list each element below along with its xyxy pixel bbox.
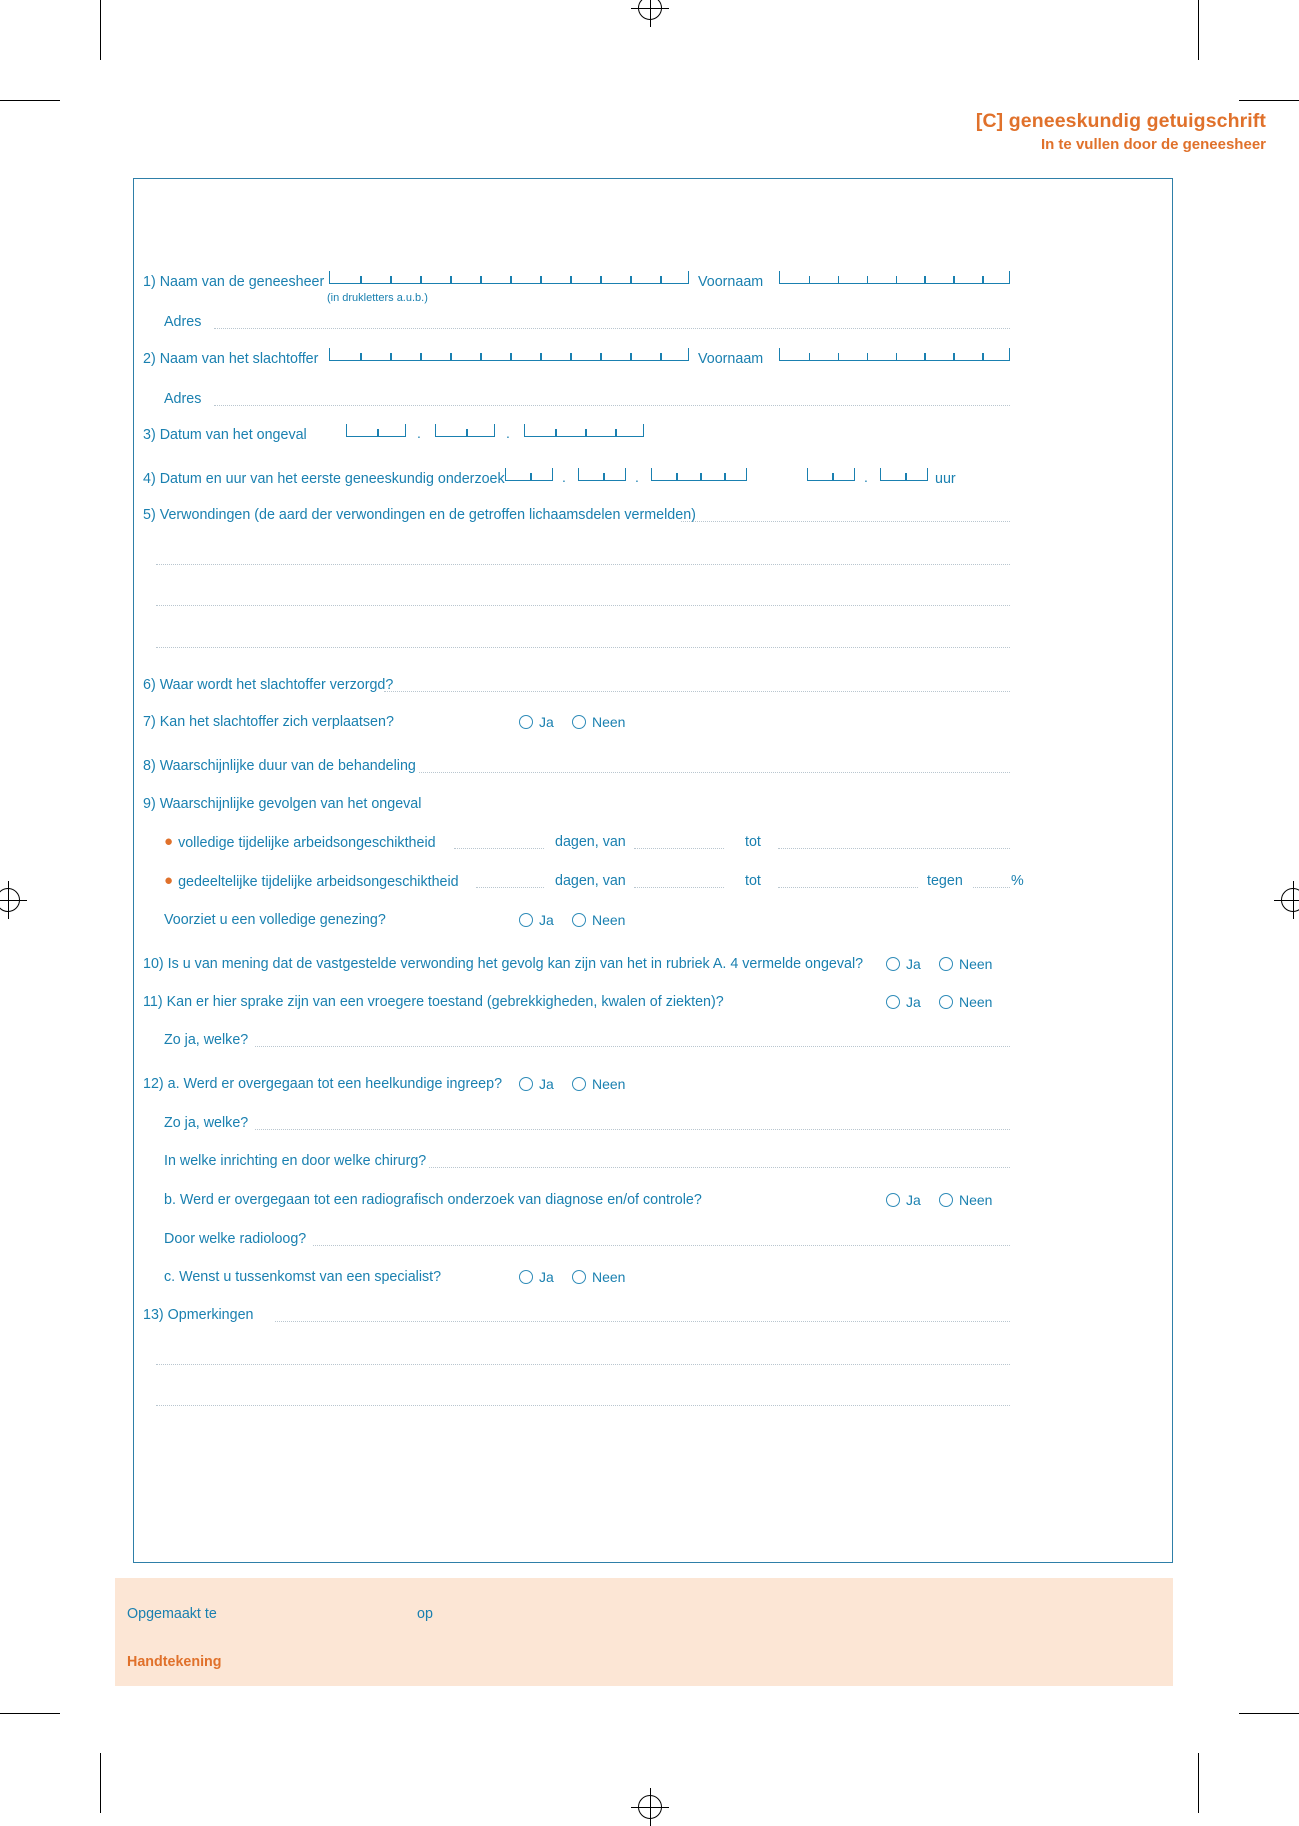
radio-button-icon[interactable] <box>886 1193 900 1207</box>
crop-mark-top-right-h <box>1239 100 1299 101</box>
input-accident-date-year[interactable] <box>524 424 644 437</box>
label-signature: Handtekening <box>127 1654 222 1670</box>
radio-option-full-recovery-yes[interactable]: Ja <box>519 912 554 928</box>
label-full-recovery: Voorziet u een volledige genezing? <box>164 912 386 928</box>
input-accident-date-month[interactable] <box>435 424 495 437</box>
label-treatment-duration: 8) Waarschijnlijke duur van de behandeling <box>143 758 416 774</box>
input-first-exam-day[interactable] <box>505 468 553 481</box>
label-victim-name: 2) Naam van het slachtoffer <box>143 351 319 367</box>
label-remarks: 13) Opmerkingen <box>143 1307 254 1323</box>
radio-option-prior-condition-no[interactable]: Neen <box>939 994 992 1010</box>
input-treatment-duration[interactable] <box>419 772 1010 773</box>
radio-button-icon[interactable] <box>572 715 586 729</box>
document-header <box>0 110 1299 156</box>
input-injuries-line-1[interactable] <box>156 564 1010 565</box>
label-victim-address: Adres <box>164 391 202 407</box>
radio-option-surgery-no[interactable]: Neen <box>572 1076 625 1092</box>
radio-button-icon[interactable] <box>572 913 586 927</box>
input-first-exam-minute[interactable] <box>880 468 928 481</box>
page-title: [C] geneeskundig getuigschrift <box>975 110 1266 132</box>
crop-mark-bottom-right-v <box>1198 1753 1199 1813</box>
input-partial-incapacity-days[interactable] <box>476 887 544 888</box>
label-percent-sign: % <box>1011 873 1024 889</box>
radio-button-icon[interactable] <box>939 957 953 971</box>
exam-date-separator-1: . <box>562 469 566 485</box>
input-partial-incapacity-until[interactable] <box>778 887 918 888</box>
label-radiography: b. Werd er overgegaan tot een radiografisch onderzoek van diagnose en/of controle? <box>164 1192 702 1208</box>
label-hour-unit: uur <box>935 471 956 487</box>
label-injuries: 5) Verwondingen (de aard der verwondingen en de getroffen lichaamsdelen vermelden) <box>143 507 696 523</box>
input-remarks-line-0[interactable] <box>275 1321 1010 1322</box>
radio-button-icon[interactable] <box>519 715 533 729</box>
label-accident-date: 3) Datum van het ongeval <box>143 427 307 443</box>
label-first-exam: 4) Datum en uur van het eerste geneeskundig onderzoek <box>143 471 505 487</box>
radio-option-radiography-no[interactable]: Neen <box>939 1192 992 1208</box>
input-partial-incapacity-from[interactable] <box>634 887 724 888</box>
radio-button-icon[interactable] <box>886 957 900 971</box>
radio-button-icon[interactable] <box>572 1270 586 1284</box>
label-specialist: c. Wenst u tussenkomst van een specialist? <box>164 1269 442 1285</box>
input-full-incapacity-until[interactable] <box>778 848 1010 849</box>
input-first-exam-year[interactable] <box>651 468 747 481</box>
bullet-icon: ● <box>164 872 174 889</box>
date-separator-1: . <box>417 425 421 441</box>
crop-mark-top-left-v <box>100 0 101 60</box>
label-full-incapacity-days-unit: dagen, van <box>555 834 626 850</box>
exam-date-separator-2: . <box>635 469 639 485</box>
radio-option-surgery-yes[interactable]: Ja <box>519 1076 554 1092</box>
time-separator: . <box>864 469 868 485</box>
bullet-icon: ● <box>164 833 174 850</box>
input-accident-date-day[interactable] <box>346 424 406 437</box>
radio-option-full-recovery-no[interactable]: Neen <box>572 912 625 928</box>
registration-mark-left <box>0 888 20 912</box>
label-partial-incapacity-days-unit: dagen, van <box>555 873 626 889</box>
input-prior-condition-detail[interactable] <box>255 1046 1010 1047</box>
label-doctor-firstname: Voornaam <box>698 274 764 290</box>
label-full-incapacity-to: tot <box>745 834 761 850</box>
label-doctor-name: 1) Naam van de geneesheer <box>143 274 325 290</box>
input-remarks-line-2[interactable] <box>156 1405 1010 1406</box>
radio-option-can-move-no[interactable]: Neen <box>572 714 625 730</box>
input-injuries-line-0[interactable] <box>681 521 1010 522</box>
crop-mark-bottom-left-v <box>100 1753 101 1813</box>
label-doctor-address: Adres <box>164 314 202 330</box>
input-first-exam-hour[interactable] <box>807 468 855 481</box>
input-first-exam-month[interactable] <box>578 468 626 481</box>
label-surgery-detail: Zo ja, welke? <box>164 1115 249 1131</box>
radio-button-icon[interactable] <box>939 995 953 1009</box>
radio-option-causal-link-yes[interactable]: Ja <box>886 956 921 972</box>
label-radiologist: Door welke radioloog? <box>164 1231 307 1247</box>
input-surgery-detail[interactable] <box>255 1129 1010 1130</box>
radio-button-icon[interactable] <box>572 1077 586 1091</box>
input-full-incapacity-days[interactable] <box>454 848 544 849</box>
label-partial-incapacity-against: tegen <box>927 873 963 889</box>
radio-option-specialist-no[interactable]: Neen <box>572 1269 625 1285</box>
input-remarks-line-1[interactable] <box>156 1364 1010 1365</box>
radio-option-causal-link-no[interactable]: Neen <box>939 956 992 972</box>
date-separator-2: . <box>506 425 510 441</box>
crop-mark-bottom-right-h <box>1239 1713 1299 1714</box>
radio-button-icon[interactable] <box>519 913 533 927</box>
input-injuries-line-2[interactable] <box>156 605 1010 606</box>
input-victim-firstname[interactable] <box>779 348 1010 361</box>
label-date-on: op <box>417 1606 433 1622</box>
label-care-location: 6) Waar wordt het slachtoffer verzorgd? <box>143 677 394 693</box>
input-radiologist[interactable] <box>313 1245 1010 1246</box>
hint-block-letters: (in drukletters a.u.b.) <box>327 292 428 304</box>
input-injuries-line-3[interactable] <box>156 647 1010 648</box>
label-partial-incapacity: ● gedeeltelijke tijdelijke arbeidsongeschiktheid <box>164 872 459 890</box>
radio-button-icon[interactable] <box>519 1077 533 1091</box>
label-consequences: 9) Waarschijnlijke gevolgen van het ongeval <box>143 796 422 812</box>
input-doctor-address[interactable] <box>214 328 1010 329</box>
input-doctor-firstname[interactable] <box>779 271 1010 284</box>
label-full-incapacity: ● volledige tijdelijke arbeidsongeschiktheid <box>164 833 436 851</box>
radio-button-icon[interactable] <box>939 1193 953 1207</box>
registration-mark-bottom <box>638 1795 662 1819</box>
label-surgery-facility: In welke inrichting en door welke chirurg? <box>164 1153 427 1169</box>
label-causal-link: 10) Is u van mening dat de vastgestelde verwonding het gevolg kan zijn van het in rubriek A. 4 vermelde ongeval? <box>143 956 864 972</box>
input-victim-name[interactable] <box>329 348 689 361</box>
registration-mark-right <box>1281 888 1299 912</box>
registration-mark-top <box>638 0 662 20</box>
form-panel <box>133 178 1173 1563</box>
input-care-location[interactable] <box>384 691 1010 692</box>
label-prior-condition: 11) Kan er hier sprake zijn van een vroegere toestand (gebrekkigheden, kwalen of ziekten)? <box>143 994 724 1010</box>
input-partial-incapacity-pct[interactable] <box>973 887 1010 888</box>
signature-footer <box>115 1578 1173 1686</box>
radio-option-specialist-yes[interactable]: Ja <box>519 1269 554 1285</box>
radio-option-radiography-yes[interactable]: Ja <box>886 1192 921 1208</box>
radio-button-icon[interactable] <box>519 1270 533 1284</box>
label-partial-incapacity-to: tot <box>745 873 761 889</box>
radio-button-icon[interactable] <box>886 995 900 1009</box>
input-victim-address[interactable] <box>214 405 1010 406</box>
radio-option-can-move-yes[interactable]: Ja <box>519 714 554 730</box>
label-surgery: 12) a. Werd er overgegaan tot een heelkundige ingreep? <box>143 1076 503 1092</box>
crop-mark-top-right-v <box>1198 0 1199 60</box>
page-subtitle: In te vullen door de geneesheer <box>1040 136 1266 153</box>
input-doctor-name[interactable] <box>329 271 689 284</box>
label-place: Opgemaakt te <box>127 1606 217 1622</box>
crop-mark-bottom-left-h <box>0 1713 60 1714</box>
label-prior-condition-detail: Zo ja, welke? <box>164 1032 249 1048</box>
label-victim-firstname: Voornaam <box>698 351 764 367</box>
input-surgery-facility[interactable] <box>429 1167 1010 1168</box>
crop-mark-top-left-h <box>0 100 60 101</box>
radio-option-prior-condition-yes[interactable]: Ja <box>886 994 921 1010</box>
label-can-move: 7) Kan het slachtoffer zich verplaatsen? <box>143 714 394 730</box>
input-full-incapacity-from[interactable] <box>634 848 724 849</box>
